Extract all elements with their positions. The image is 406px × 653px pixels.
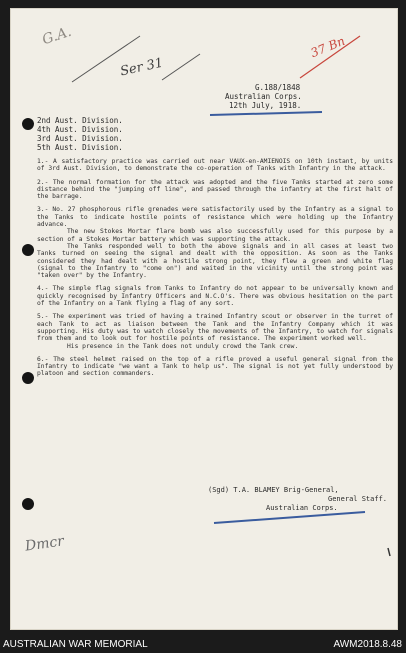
document-sheet	[10, 8, 398, 630]
paragraph-3	[37, 206, 393, 279]
paragraph-text: 3.- No. 27 phosphorous rifle grenades were satisfactorily used by the Infantry as a signal to the Tanks to indicate hostile points of resistance which were holding up the Infantry advance.	[37, 206, 393, 229]
signature-unit: Australian Corps.	[266, 504, 338, 512]
paragraph-text: The new Stokes Mortar flare bomb was also successfully used for this purpose by a section of a Stokes Mortar battery which was supporting the attack.	[37, 228, 393, 243]
addressee: 3rd Aust. Division.	[37, 134, 123, 143]
paragraph-text: 4.- The simple flag signals from Tanks to Infantry do not appear to be universally known and quickly recognised by Infantry Officers and N.C.O's. There was obvious hesitation on the part of the Infantry on a Tank flying a flag of any sort.	[37, 285, 393, 308]
signature-title: General Staff.	[328, 495, 388, 503]
reference-date: 12th July, 1918.	[229, 101, 302, 110]
addressee: 4th Aust. Division.	[37, 125, 123, 134]
paragraph-6	[37, 356, 393, 378]
reference-from: Australian Corps.	[225, 92, 302, 101]
addressee: 2nd Aust. Division.	[37, 116, 123, 125]
handwritten-note-top-right: 37 Bn	[308, 33, 347, 61]
addressee-list	[37, 116, 123, 152]
reference-block	[225, 83, 385, 110]
archive-footer	[0, 638, 406, 653]
signature-name: (Sgd) T.A. BLAMEY Brig-General,	[208, 486, 339, 494]
document-body	[37, 158, 393, 384]
archive-id: AWM2018.8.48	[333, 639, 402, 650]
paragraph-5	[37, 313, 393, 349]
paragraph-4	[37, 285, 393, 307]
paragraph-text: The Tanks responded well to both the above signals and in all cases at least two Tanks turned on seeing the signal and dealt with the opposition. As soon as the Tanks considered they had dealt with a hostile strong point, they flew a green and white flag (signal to the Infantry to "come on") and waited in the vicinity until the strong point was "taken over" by the Infantry.	[37, 242, 393, 280]
handwritten-note-top-center: Ser 31	[118, 55, 165, 80]
archive-name: AUSTRALIAN WAR MEMORIAL	[3, 639, 148, 650]
paragraph-1	[37, 158, 393, 173]
paragraph-text: 6.- The steel helmet raised on the top of a rifle proved a useful general signal from the Infantry to indicate "we want a Tank to help us". The signal is not yet fully understood by platoon and section commanders.	[37, 355, 393, 378]
addressee: 5th Aust. Division.	[37, 143, 123, 152]
paragraph-text: 1.- A satisfactory practice was carried out near VAUX-en-AMIENOIS on 10th instant, by units of 3rd Aust. Division, to demonstrate the co-operation of Tanks with Infantry in the attack.	[37, 158, 393, 173]
signature-block	[208, 486, 398, 513]
handwritten-note-bottom-left: Dmcr	[24, 533, 65, 555]
handwritten-note-top-left: G.A.	[40, 23, 74, 49]
paragraph-text: 2.- The normal formation for the attack was adopted and the five Tanks started at zero some distance behind the "jumping off line", and passed through the infantry at the first halt of the barrage.	[37, 178, 393, 201]
paragraph-2	[37, 179, 393, 201]
reference-number: G.188/1848	[255, 83, 301, 92]
paragraph-text: 5.- The experiment was tried of having a trained Infantry scout or observer in the turret of each Tank to act as liaison between the Tank and the Infantry Company which it was supporting. His duty was to watch closely the movements of the Infantry, to watch for signals from them and to look out for hostile points of resistance. The experiment worked well.	[37, 313, 393, 343]
paragraph-text: His presence in the Tank does not unduly crowd the Tank crew.	[67, 342, 299, 350]
